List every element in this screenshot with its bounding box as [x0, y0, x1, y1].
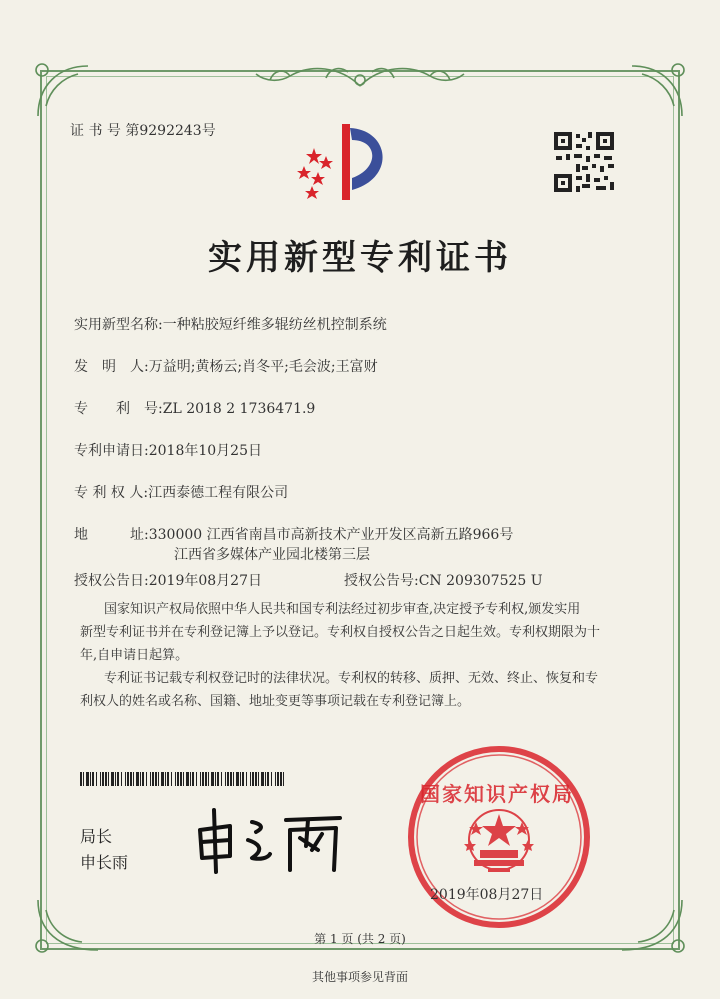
certificate-number: 证 书 号 第9292243号: [70, 123, 216, 139]
field-name-label: 实用新型名称:: [74, 317, 163, 333]
seal-text: 国家知识产权局: [420, 782, 574, 806]
footer-note: 其他事项参见背面: [311, 970, 408, 984]
corner-ornament-icon: [28, 56, 98, 126]
field-inventor-value: 万益明;黄杨云;肖冬平;毛会波;王富财: [148, 359, 378, 375]
field-patentee: [74, 482, 288, 502]
field-filing-date: [74, 440, 262, 460]
paragraph-line: 利权人的姓名或名称、国籍、地址变更等事项记载在专利登记簿上。: [80, 694, 471, 709]
qr-code-icon: [552, 130, 616, 194]
field-address: [74, 524, 513, 544]
field-patentee-label: 专 利 权 人:: [74, 485, 149, 501]
field-patent-number: [74, 398, 315, 418]
paragraph-line: 新型专利证书并在专利登记簿上予以登记。专利权自授权公告之日起生效。专利权期限为十: [80, 625, 601, 640]
corner-ornament-icon: [622, 56, 692, 126]
field-grant-number-value: CN 209307525 U: [418, 573, 543, 589]
signature-title: 局长: [80, 827, 113, 846]
field-address-label: 地 址:: [74, 527, 149, 543]
field-grant-date-value: 2019年08月27日: [148, 573, 262, 589]
barcode-icon: [80, 772, 290, 786]
corner-ornament-icon: [28, 890, 108, 960]
field-grant-date-label: 授权公告日:: [74, 573, 149, 589]
top-ornament-icon: [230, 56, 490, 92]
field-patentee-value: 江西泰德工程有限公司: [148, 485, 289, 501]
signature-name: 申长雨: [80, 853, 129, 872]
field-name-value: 一种粘胶短纤维多辊纺丝机控制系统: [162, 317, 387, 333]
field-patent-number-label: 专 利 号:: [74, 401, 163, 417]
paragraph-line: 年,自申请日起算。: [80, 648, 189, 663]
field-address-line1: 330000 江西省南昌市高新技术产业开发区高新五路966号: [148, 527, 514, 543]
page-indicator: 第 1 页 (共 2 页): [314, 932, 406, 946]
field-filing-date-value: 2018年10月25日: [148, 443, 262, 459]
seal-date: 2019年08月27日: [430, 887, 544, 903]
field-patent-number-value: ZL 2018 2 1736471.9: [162, 401, 316, 417]
corner-ornament-icon: [612, 890, 692, 960]
handwritten-signature: [190, 800, 360, 880]
field-inventor: [74, 356, 378, 376]
field-name: [74, 314, 387, 334]
field-filing-date-label: 专利申请日:: [74, 443, 149, 459]
certificate-title: 实用新型专利证书: [208, 238, 512, 278]
field-grant-number-label: 授权公告号:: [344, 573, 419, 589]
paragraph-line: 国家知识产权局依照中华人民共和国专利法经过初步审查,决定授予专利权,颁发实用: [104, 602, 581, 617]
field-grant-date: [74, 570, 262, 590]
field-grant-number: [344, 570, 543, 590]
paragraph-line: 专利证书记载专利权登记时的法律状况。专利权的转移、质押、无效、终止、恢复和专: [104, 671, 599, 686]
field-inventor-label: 发 明 人:: [74, 359, 149, 375]
cnipa-logo-icon: [292, 118, 402, 208]
field-address-line2: 江西省多媒体产业园北楼第三层: [174, 547, 370, 563]
